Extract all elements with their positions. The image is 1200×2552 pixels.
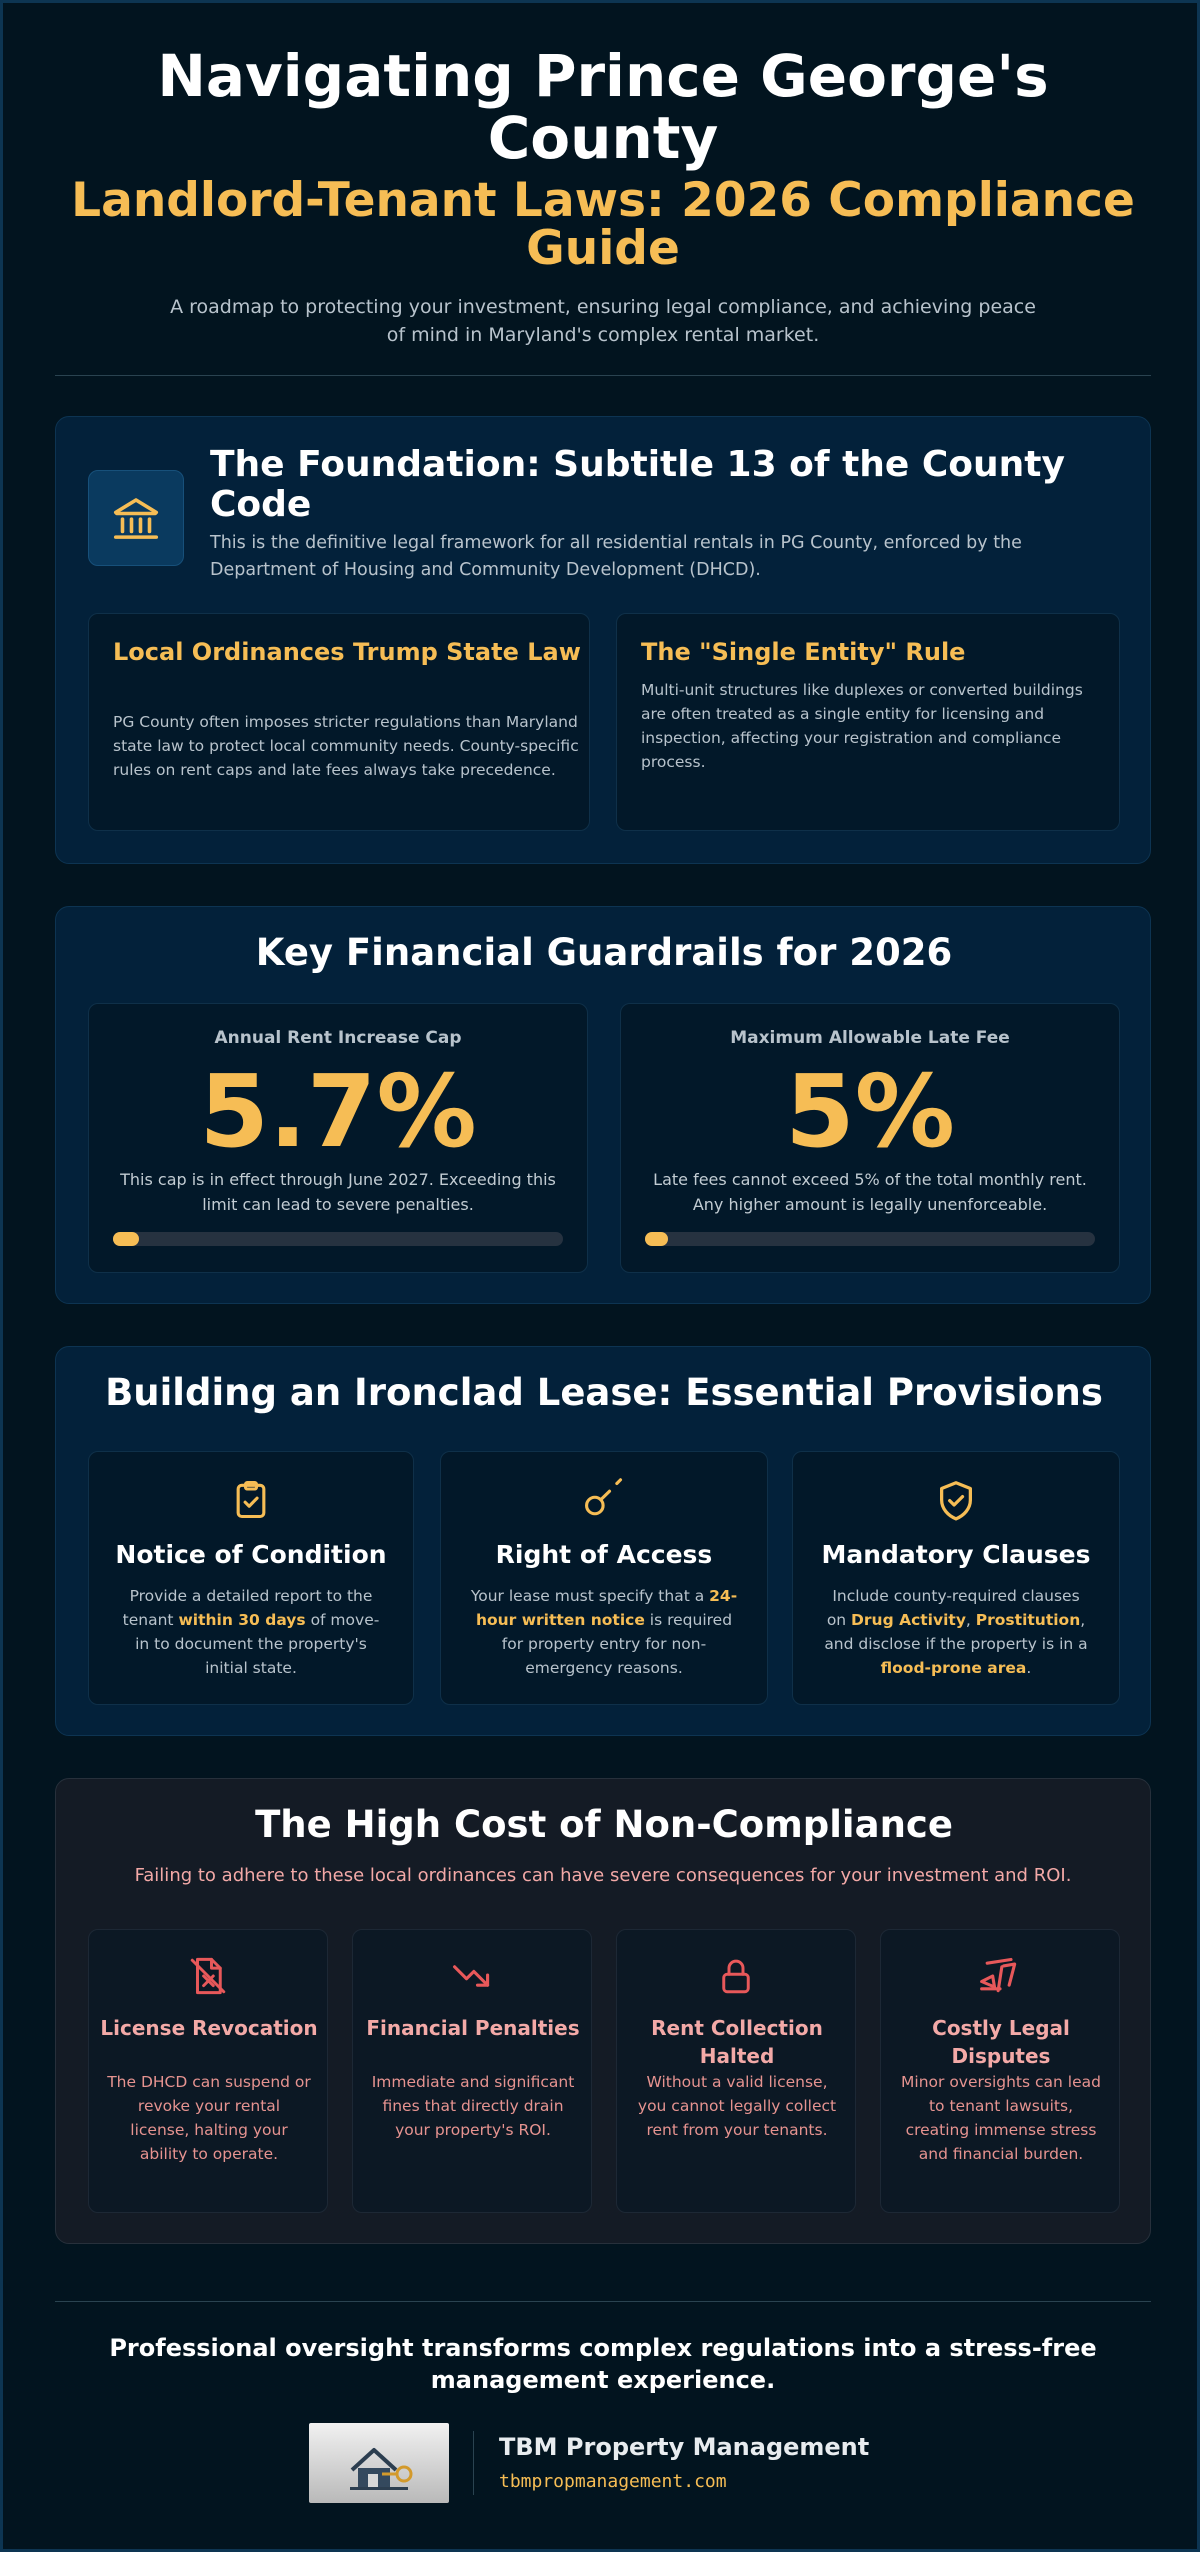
license-revocation-title: License Revocation bbox=[100, 2016, 318, 2040]
financial-penalties-body: Immediate and significant fines that directly drain your property's ROI. bbox=[371, 2073, 575, 2139]
financial-penalties-card bbox=[352, 1929, 592, 2213]
page-subtitle: Landlord-Tenant Laws: 2026 Compliance Guide bbox=[71, 173, 1135, 276]
single-entity-card-body: Multi-unit structures like duplexes or converted buildings are often treated as a single entity for licensing and inspection, affecting your registration and compliance process. bbox=[641, 681, 1083, 771]
rent-collection-halted-body: Without a valid license, you cannot legally collect rent from your tenants. bbox=[637, 2073, 837, 2139]
key-icon bbox=[441, 1478, 767, 1522]
legal-disputes-body: Minor oversights can lead to tenant lawsuits, creating immense stress and financial burden. bbox=[901, 2073, 1101, 2163]
rent-cap-bar-fill bbox=[113, 1232, 139, 1246]
footer-divider bbox=[55, 2301, 1151, 2302]
gavel-icon bbox=[881, 1954, 1119, 1998]
page-title: Navigating Prince George's County bbox=[157, 42, 1049, 172]
lock-icon bbox=[617, 1954, 855, 1998]
financial-section bbox=[55, 906, 1151, 1304]
foundation-section bbox=[55, 416, 1151, 864]
header-divider bbox=[55, 375, 1151, 376]
page-description: A roadmap to protecting your investment, ensuring legal compliance, and achieving peace of mind in Maryland's complex rental market. bbox=[170, 296, 1036, 346]
financial-title: Key Financial Guardrails for 2026 bbox=[255, 931, 953, 974]
late-fee-card bbox=[620, 1003, 1120, 1273]
company-website-link[interactable]: tbmpropmanagement.com bbox=[499, 2471, 727, 2492]
right-of-access-card bbox=[440, 1451, 768, 1705]
legal-disputes-title: Costly Legal Disputes bbox=[932, 2016, 1070, 2068]
mandatory-clauses-title: Mandatory Clauses bbox=[821, 1540, 1091, 1569]
lease-title: Building an Ironclad Lease: Essential Provisions bbox=[105, 1371, 1103, 1414]
notice-of-condition-card bbox=[88, 1451, 414, 1705]
shield-check-icon bbox=[793, 1478, 1119, 1524]
license-revocation-body: The DHCD can suspend or revoke your rental license, halting your ability to operate. bbox=[107, 2073, 311, 2163]
mandatory-clauses-body: Include county-required clauses on Drug Activity, Prostitution, and disclose if the property is in a flood-prone area. bbox=[824, 1587, 1088, 1677]
ordinance-card-title: Local Ordinances Trump State Law bbox=[113, 638, 581, 666]
financial-penalties-title: Financial Penalties bbox=[366, 2016, 580, 2040]
ordinance-card bbox=[88, 613, 590, 831]
clipboard-check-icon bbox=[89, 1478, 413, 1522]
rent-cap-label: Annual Rent Increase Cap bbox=[214, 1028, 462, 1048]
late-fee-bar-fill bbox=[645, 1232, 668, 1246]
late-fee-description: Late fees cannot exceed 5% of the total monthly rent. Any higher amount is legally unenforceable. bbox=[653, 1170, 1087, 1214]
non-compliance-subtitle: Failing to adhere to these local ordinances can have severe consequences for your investment and ROI. bbox=[134, 1865, 1072, 1886]
bank-building-icon bbox=[88, 470, 184, 566]
company-name: TBM Property Management bbox=[499, 2433, 870, 2461]
footer-vertical-divider bbox=[473, 2431, 474, 2495]
non-compliance-section bbox=[55, 1778, 1151, 2244]
rent-collection-halted-title: Rent Collection Halted bbox=[651, 2016, 823, 2068]
footer-tagline: Professional oversight transforms complex regulations into a stress-free management experience. bbox=[109, 2334, 1097, 2394]
legal-disputes-card bbox=[880, 1929, 1120, 2213]
rent-collection-halted-card bbox=[616, 1929, 856, 2213]
ordinance-card-body: PG County often imposes stricter regulations than Maryland state law to protect local community needs. County-specific rules on rent caps and late fees always take precedence. bbox=[113, 713, 579, 779]
rent-cap-card bbox=[88, 1003, 588, 1273]
company-logo bbox=[309, 2423, 449, 2503]
late-fee-bar bbox=[645, 1232, 1095, 1246]
file-x-icon bbox=[89, 1954, 327, 1998]
license-revocation-card bbox=[88, 1929, 328, 2213]
late-fee-label: Maximum Allowable Late Fee bbox=[730, 1028, 1010, 1048]
rent-cap-value: 5.7% bbox=[199, 1053, 477, 1170]
trending-down-icon bbox=[353, 1954, 591, 1998]
mandatory-clauses-card bbox=[792, 1451, 1120, 1705]
header bbox=[55, 42, 1151, 349]
right-of-access-title: Right of Access bbox=[495, 1540, 713, 1569]
foundation-title: The Foundation: Subtitle 13 of the County Code bbox=[210, 444, 1065, 525]
rent-cap-bar bbox=[113, 1232, 563, 1246]
foundation-description: This is the definitive legal framework for all residential rentals in PG County, enforced by the Department of Housing and Community Development (DHCD). bbox=[210, 533, 1022, 580]
single-entity-card bbox=[616, 613, 1120, 831]
house-key-logo-icon bbox=[324, 2430, 434, 2496]
lease-section bbox=[55, 1346, 1151, 1736]
late-fee-value: 5% bbox=[785, 1053, 955, 1170]
notice-of-condition-title: Notice of Condition bbox=[115, 1540, 387, 1569]
right-of-access-body: Your lease must specify that a 24-hour written notice is required for property entry for non-emergency reasons. bbox=[470, 1587, 738, 1677]
rent-cap-description: This cap is in effect through June 2027. Exceeding this limit can lead to severe penalties. bbox=[120, 1170, 556, 1214]
non-compliance-title: The High Cost of Non-Compliance bbox=[255, 1803, 953, 1846]
single-entity-card-title: The "Single Entity" Rule bbox=[641, 638, 966, 666]
notice-of-condition-body: Provide a detailed report to the tenant within 30 days of move-in to document the property's initial state. bbox=[122, 1587, 380, 1677]
